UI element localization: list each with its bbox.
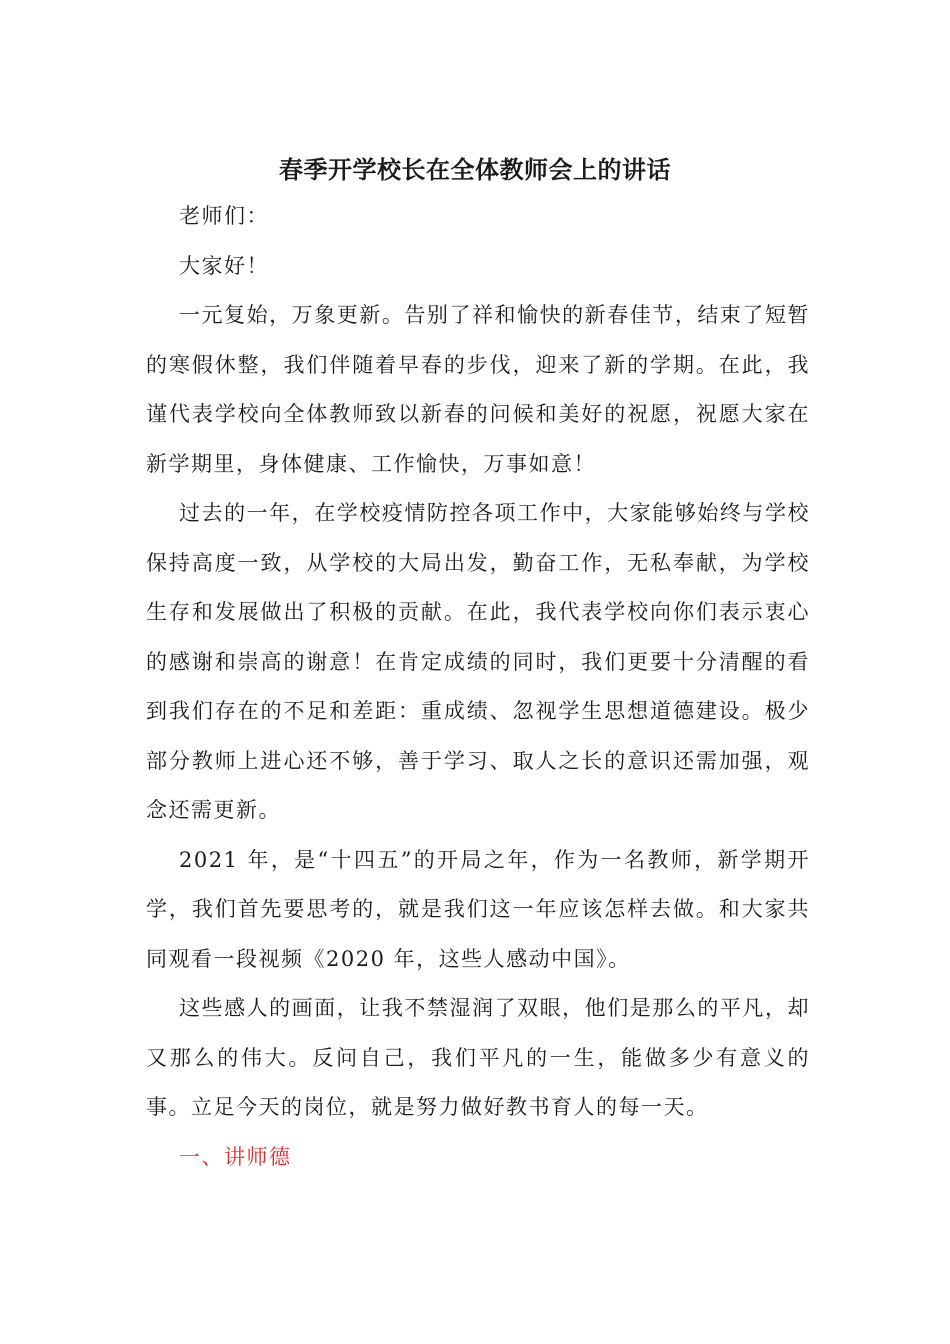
section-heading: 一、讲师德 [179, 1144, 292, 1169]
greeting: 大家好！ [179, 253, 269, 278]
document-body [146, 192, 810, 1182]
document-title: 春季开学校长在全体教师会上的讲话 [279, 155, 671, 184]
paragraph-4: 这些感人的画面，让我不禁湿润了双眼，他们是那么的平凡，却又那么的伟大。反问自己，我们平凡的一生，能做多少有意义的事。立足今天的岗位，就是努力做好教书育人的每一天。 [146, 996, 810, 1119]
paragraph-2: 过去的一年，在学校疫情防控各项工作中，大家能够始终与学校保持高度一致，从学校的大局出发，勤奋工作，无私奉献，为学校生存和发展做出了积极的贡献。在此，我代表学校向你们表示衷心的感谢和崇高的谢意！在肯定成绩的同时，我们更要十分清醒的看到我们存在的不足和差距：重成绩、忽视学生思想道德建设。极少部分教师上进心还不够，善于学习、取人之长的意识还需加强，观念还需更新。 [146, 501, 810, 822]
salutation: 老师们： [179, 204, 269, 228]
paragraph-3: 2021 年，是“十四五”的开局之年，作为一名教师，新学期开学，我们首先要思考的，就是我们这一年应该怎样去做。和大家共同观看一段视频《2020 年，这些人感动中国》。 [146, 847, 810, 971]
paragraph-1: 一元复始，万象更新。告别了祥和愉快的新春佳节，结束了短暂的寒假休整，我们伴随着早春的步伐，迎来了新的学期。在此，我谨代表学校向全体教师致以新春的问候和美好的祝愿，祝愿大家在新学期里，身体健康、工作愉快，万事如意！ [146, 303, 810, 476]
